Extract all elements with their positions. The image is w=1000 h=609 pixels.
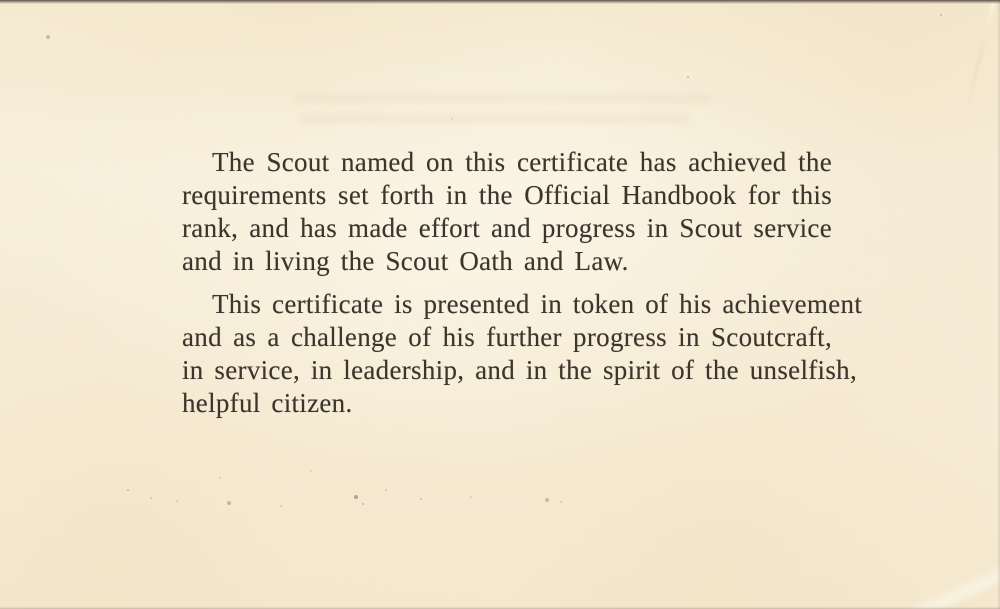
text-line: and in living the Scout Oath and Law. (182, 246, 629, 276)
certificate-text-block (182, 146, 863, 420)
paragraph-achievement (182, 146, 832, 278)
paper-crease (965, 0, 997, 113)
card-top-edge (0, 0, 1000, 4)
paper-fold-highlight (843, 555, 1000, 609)
text-line: helpful citizen. (182, 388, 353, 418)
showthrough-ghost-line (300, 114, 690, 123)
text-line: and as a challenge of his further progress in Scoutcraft, (182, 322, 832, 352)
text-line: requirements set forth in the Official Handbook for this (182, 180, 832, 210)
text-line: The Scout named on this certificate has achieved the (212, 147, 832, 177)
text-line: rank, and has made effort and progress in Scout service (182, 213, 832, 243)
paragraph-presentation (182, 288, 863, 420)
showthrough-ghost-line (292, 94, 712, 103)
text-line: This certificate is presented in token of his achievement (212, 289, 863, 319)
text-line: in service, in leadership, and in the spirit of the unselfish, (182, 355, 857, 385)
